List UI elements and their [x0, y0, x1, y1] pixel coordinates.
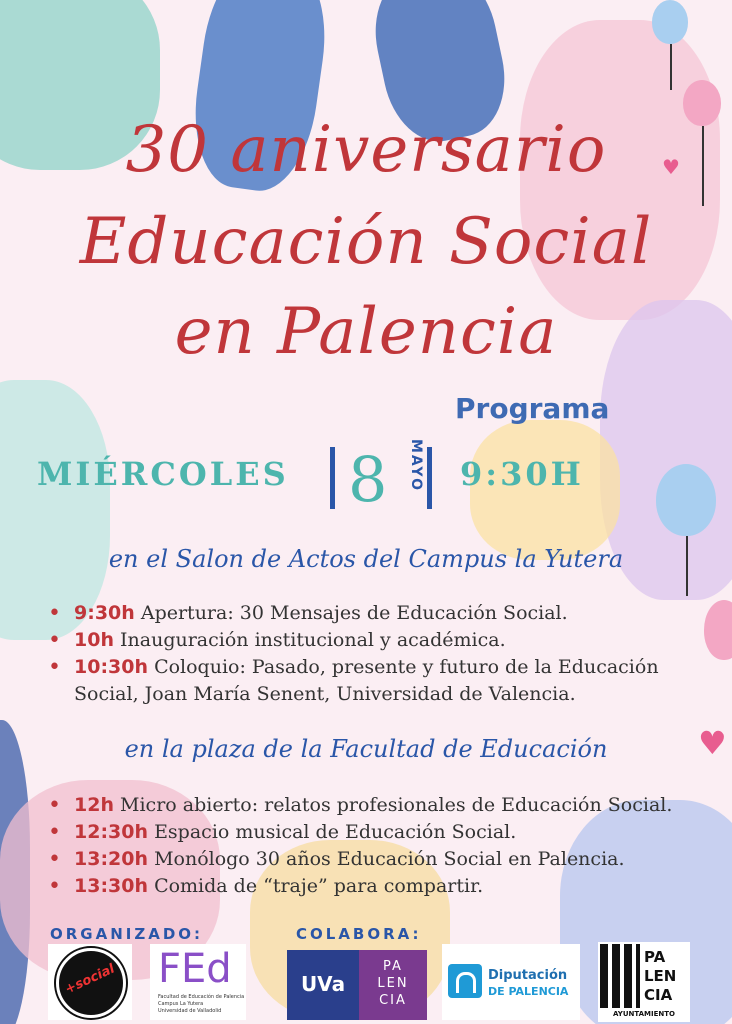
social-logo-text: +social: [62, 961, 118, 998]
list-item: [44, 846, 714, 873]
month: MAYO: [408, 439, 424, 492]
diputacion-logo: [442, 944, 580, 1020]
fed-logo-line2: Campus La Yutera: [158, 1001, 204, 1007]
item-text: Comida de “traje” para compartir.: [154, 875, 484, 897]
diputacion-arch-icon: [456, 972, 476, 993]
diputacion-line2: DE PALENCIA: [488, 985, 569, 998]
diputacion-icon: [448, 964, 482, 998]
list-item: [44, 627, 714, 654]
ayuntamiento-crest-icon: [600, 944, 640, 1008]
list-item: [44, 600, 714, 627]
organizado-label: ORGANIZADO:: [50, 925, 204, 943]
item-text: Micro abierto: relatos profesionales de Educación Social.: [120, 794, 673, 816]
date-row: [0, 439, 732, 516]
balloon-string: [670, 44, 672, 90]
heart-icon: ♥: [698, 724, 727, 762]
fed-logo: [150, 944, 246, 1020]
item-time: 10:30h: [74, 656, 149, 678]
item-time: 12:30h: [74, 821, 149, 843]
item-text: Inauguración institucional y académica.: [120, 629, 506, 651]
colabora-label: COLABORA:: [296, 925, 422, 943]
fed-logo-line3: Universidad de Valladolid: [158, 1008, 222, 1014]
venue-campus: en el Salon de Actos del Campus la Yutera: [108, 545, 624, 573]
diputacion-line1: Diputación: [488, 968, 568, 983]
ayuntamiento-name: PA LEN CIA: [644, 948, 677, 1004]
venue-plaza: en la plaza de la Facultad de Educación: [124, 735, 608, 763]
list-item: [44, 792, 714, 819]
item-time: 12h: [74, 794, 114, 816]
heart-icon: ♥: [662, 155, 680, 179]
balloon-blue-top: [652, 0, 688, 44]
list-item: [44, 873, 714, 900]
divider-left: [330, 447, 335, 509]
programa-label: Programa: [455, 392, 610, 425]
weekday: MIÉRCOLES: [37, 455, 289, 493]
ayuntamiento-logo: [598, 942, 690, 1022]
program-list-1: [44, 600, 714, 708]
uva-logo-right: [359, 950, 427, 1020]
item-time: 10h: [74, 629, 114, 651]
title-line-1: 30 aniversario: [125, 113, 607, 187]
item-text: Apertura: 30 Mensajes de Educación Social.: [140, 602, 568, 624]
item-time: 13:30h: [74, 875, 149, 897]
uva-palencia-text: PA LEN CIA: [377, 959, 409, 1008]
item-text: Coloquio: Pasado, presente y futuro de la Educación Social, Joan María Senent, Universidad de Valencia.: [74, 656, 659, 705]
uva-logo-left: [287, 950, 359, 1020]
ayuntamiento-sub: AYUNTAMIENTO: [613, 1010, 675, 1018]
social-logo: [48, 944, 132, 1020]
divider-right: [427, 447, 432, 509]
day-number: 8: [348, 443, 388, 516]
fed-logo-line1: Facultad de Educación de Palencia: [158, 994, 245, 1000]
start-time: 9:30H: [460, 455, 584, 493]
program-list-2: [44, 792, 714, 900]
list-item: [44, 819, 714, 846]
title-line-2: Educación Social: [79, 205, 653, 279]
item-time: 13:20h: [74, 848, 149, 870]
fed-logo-mark: FEd: [158, 946, 232, 992]
title-line-3: en Palencia: [174, 295, 558, 369]
uva-logo: [287, 950, 427, 1020]
item-time: 9:30h: [74, 602, 135, 624]
item-text: Espacio musical de Educación Social.: [154, 821, 517, 843]
list-item: [44, 654, 714, 708]
uva-logo-text: UVa: [300, 972, 346, 996]
item-text: Monólogo 30 años Educación Social en Palencia.: [154, 848, 625, 870]
